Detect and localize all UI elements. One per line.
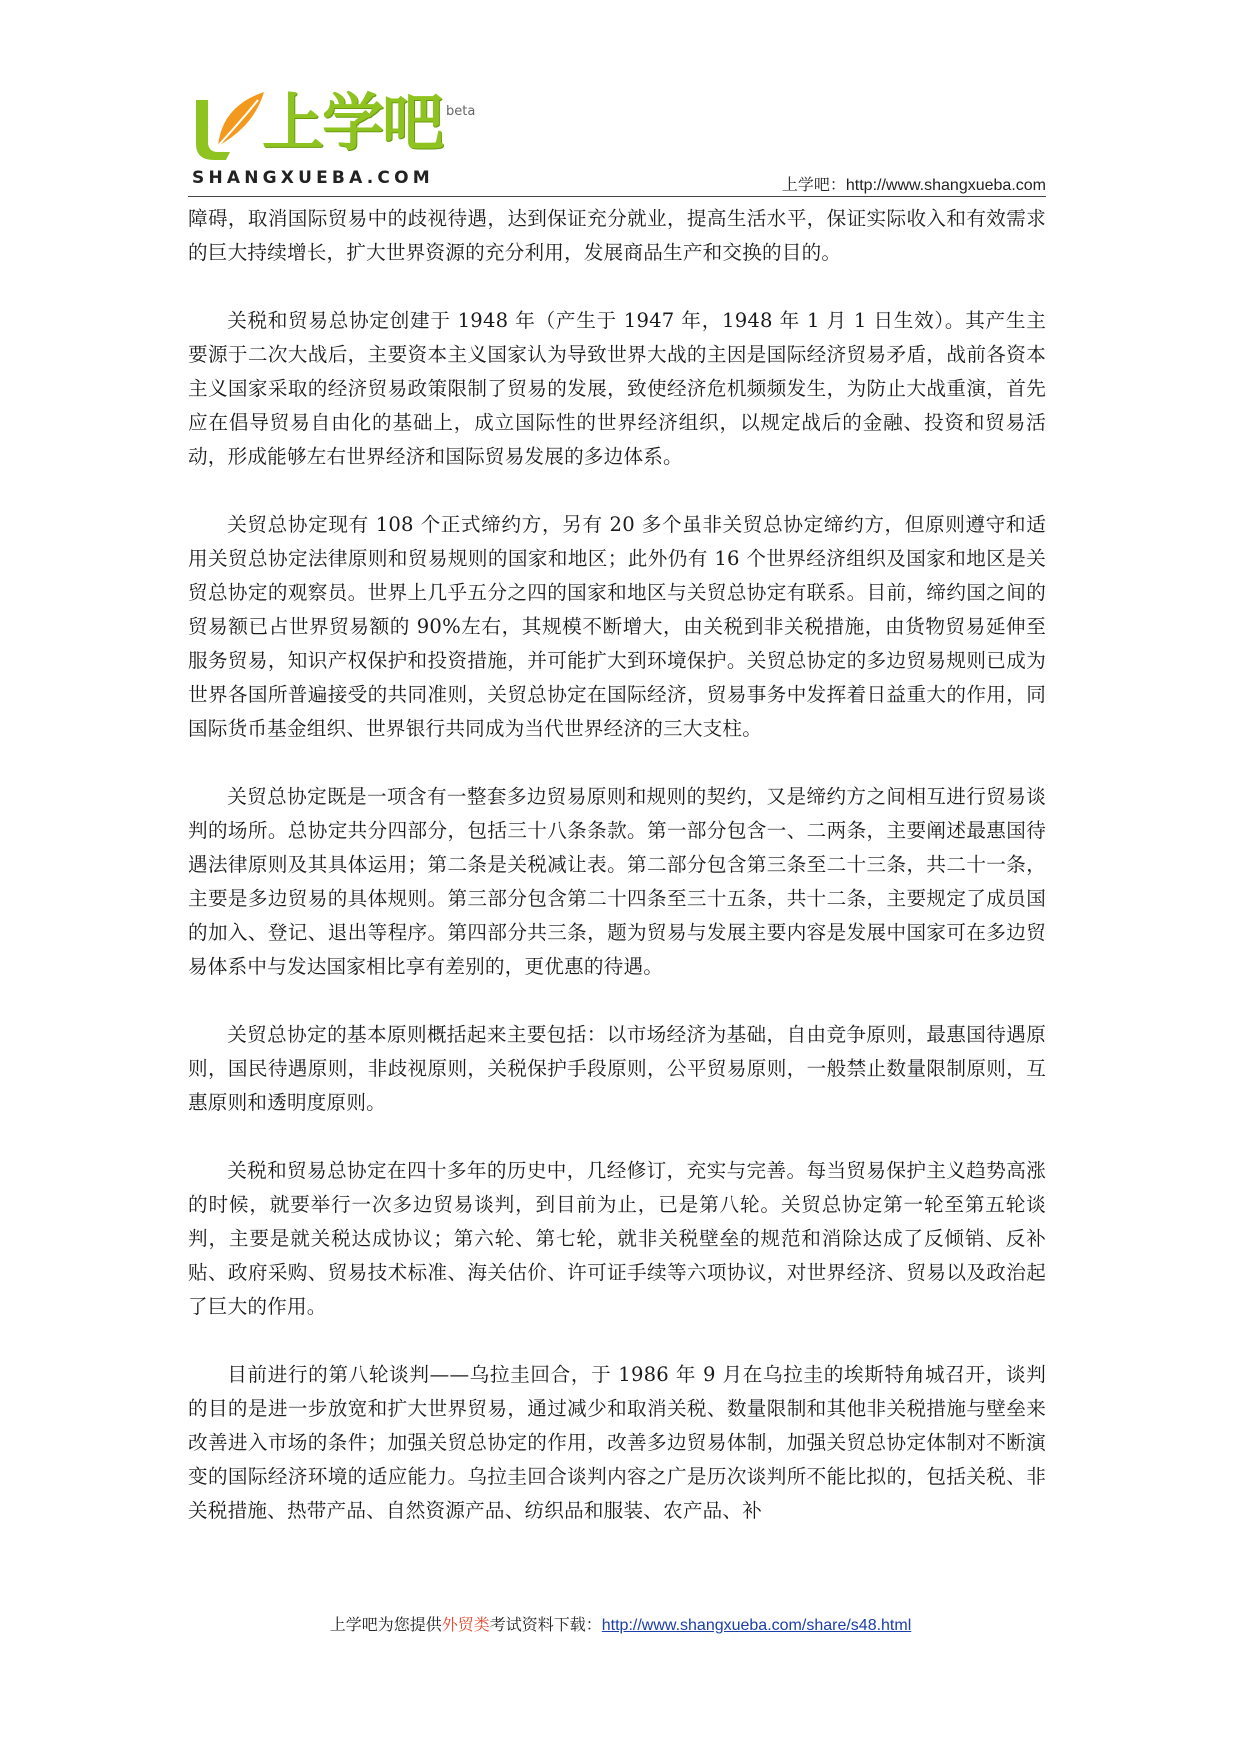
page-header — [188, 86, 1046, 198]
footer-middle: 考试资料下载： — [489, 1617, 602, 1634]
logo-domain: SHANGXUEBA.COM — [192, 168, 434, 188]
paragraph: 关贸总协定既是一项含有一整套多边贸易原则和规则的契约，又是缔约方之间相互进行贸易谈判的场所。总协定共分四部分，包括三十八条条款。第一部分包含一、二两条，主要阐述最惠国待遇法律原则及其具体运用；第二条是关税减让表。第二部分包含第三条至二十三条，共二十一条，主要是多边贸易的具体规则。第三部分包含第二十四条至三十五条，共十二条，主要规定了成员国的加入、登记、退出等程序。第四部分共三条，题为贸易与发展主要内容是发展中国家可在多边贸易体系中与发达国家相比享有差别的，更优惠的待遇。 — [188, 785, 1046, 978]
leaf-icon — [188, 86, 268, 164]
paragraph: 关税和贸易总协定在四十多年的历史中，几经修订，充实与完善。每当贸易保护主义趋势高涨的时候，就要举行一次多边贸易谈判，到目前为止，已是第八轮。关贸总协定第一轮至第五轮谈判，主要是就关税达成协议；第六轮、第七轮，就非关税壁垒的规范和消除达成了反倾销、反补贴、政府采购、贸易技术标准、海关估价、许可证手续等六项协议，对世界经济、贸易以及政治起了巨大的作用。 — [188, 1159, 1046, 1318]
footer-category: 外贸类 — [441, 1617, 490, 1634]
logo-text: 上学吧 — [262, 86, 443, 159]
header-site-url: 上学吧：http://www.shangxueba.com — [781, 177, 1046, 194]
footer-download-link[interactable]: http://www.shangxueba.com/share/s48.html — [601, 1617, 912, 1634]
header-divider — [188, 196, 1046, 197]
page-footer — [0, 1612, 1241, 1635]
paragraph: 关税和贸易总协定创建于 1948 年（产生于 1947 年，1948 年 1 月 1 日生效）。其产生主要源于二次大战后，主要资本主义国家认为导致世界大战的主因是国际经济贸易矛盾，战前各资本主义国家采取的经济贸易政策限制了贸易的发展，致使经济危机频频发生，为防止大战重演，首先应在倡导贸易自由化的基础上，成立国际性的世界经济组织，以规定战后的金融、投资和贸易活动，形成能够左右世界经济和国际贸易发展的多边体系。 — [188, 309, 1046, 468]
paragraph: 目前进行的第八轮谈判——乌拉圭回合，于 1986 年 9 月在乌拉圭的埃斯特角城召开，谈判的目的是进一步放宽和扩大世界贸易，通过减少和取消关税、数量限制和其他非关税措施与壁垒来改善进入市场的条件；加强关贸总协定的作用，改善多边贸易体制，加强关贸总协定体制对不断演变的国际经济环境的适应能力。乌拉圭回合谈判内容之广是历次谈判所不能比拟的，包括关税、非关税措施、热带产品、自然资源产品、纺织品和服装、农产品、补 — [188, 1363, 1046, 1522]
site-logo[interactable] — [188, 86, 608, 196]
document-body — [188, 202, 1046, 1562]
footer-prefix: 上学吧为您提供 — [329, 1617, 442, 1634]
paragraph: 关贸总协定现有 108 个正式缔约方，另有 20 多个虽非关贸总协定缔约方，但原则遵守和适用关贸总协定法律原则和贸易规则的国家和地区；此外仍有 16 个世界经济组织及国家和地区是关贸总协定的观察员。世界上几乎五分之四的国家和地区与关贸总协定有联系。目前，缔约国之间的贸易额已占世界贸易额的 90%左右，其规模不断增大，由关税到非关税措施，由货物贸易延伸至服务贸易，知识产权保护和投资措施，并可能扩大到环境保护。关贸总协定的多边贸易规则已成为世界各国所普遍接受的共同准则，关贸总协定在国际经济，贸易事务中发挥着日益重大的作用，同国际货币基金组织、世界银行共同成为当代世界经济的三大支柱。 — [188, 513, 1046, 740]
logo-beta-label: beta — [446, 104, 476, 119]
paragraph: 关贸总协定的基本原则概括起来主要包括：以市场经济为基础，自由竞争原则，最惠国待遇原则，国民待遇原则，非歧视原则，关税保护手段原则，公平贸易原则，一般禁止数量限制原则，互惠原则和透明度原则。 — [188, 1023, 1046, 1114]
paragraph: 障碍，取消国际贸易中的歧视待遇，达到保证充分就业，提高生活水平，保证实际收入和有效需求的巨大持续增长，扩大世界资源的充分利用，发展商品生产和交换的目的。 — [188, 207, 1046, 264]
